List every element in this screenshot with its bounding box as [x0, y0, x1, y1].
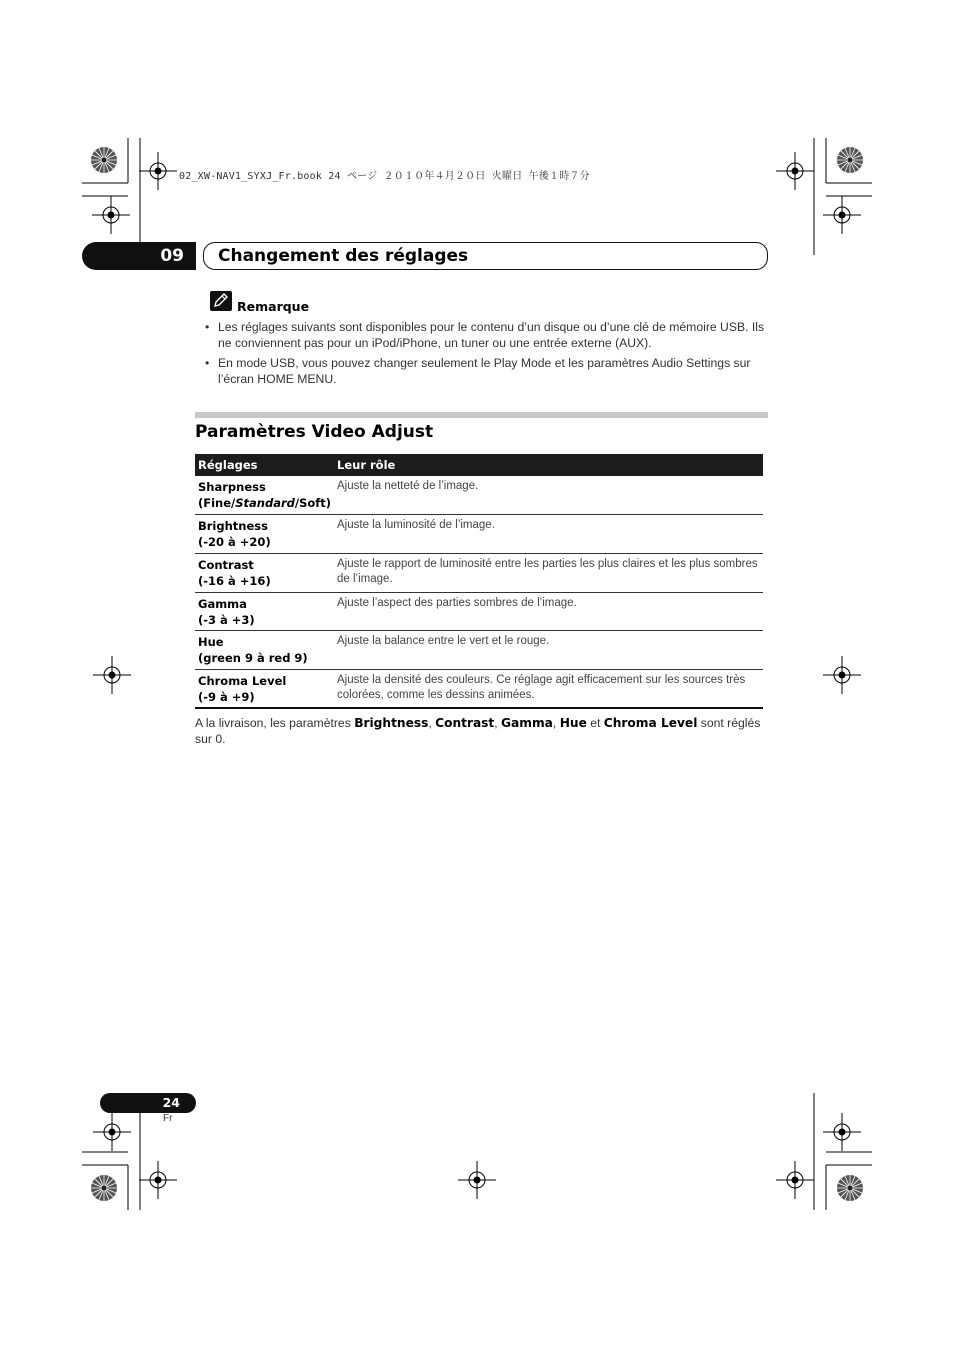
- note-text: ,: [494, 716, 502, 730]
- range-default: Standard: [235, 496, 295, 510]
- setting-range: [198, 495, 331, 511]
- header-settings: Réglages: [195, 454, 334, 476]
- table-header-row: [195, 454, 763, 476]
- list-item: • Les réglages suivants sont disponibles pour le contenu d’un disque ou d’une clé de mémoire USB. Ils ne conviennent pas pour un iPod/iPhone, un tuner ou une entrée externe (AUX).: [205, 319, 768, 351]
- pencil-note-icon: [210, 291, 232, 311]
- table-row: [195, 631, 763, 670]
- page-number: 24: [100, 1093, 196, 1113]
- defaults-note: [195, 715, 765, 747]
- chapter-number: 09: [82, 242, 196, 270]
- section-divider: [195, 412, 768, 418]
- note-bold: Contrast: [435, 716, 495, 730]
- setting-cell: [195, 670, 334, 709]
- note-text: ,: [428, 716, 436, 730]
- note-text: et: [586, 716, 604, 730]
- setting-desc: Ajuste la luminosité de l’image.: [334, 515, 763, 554]
- setting-cell: [195, 554, 334, 593]
- chapter-title: Changement des réglages: [218, 246, 469, 266]
- table-row: [195, 554, 763, 593]
- setting-name: Contrast: [198, 558, 254, 572]
- setting-cell: [195, 593, 334, 631]
- section-title: Paramètres Video Adjust: [195, 422, 434, 442]
- note-bold: Gamma: [501, 716, 553, 730]
- note-title: Remarque: [237, 299, 310, 314]
- setting-cell: [195, 515, 334, 554]
- table-row: [195, 670, 763, 709]
- setting-desc: Ajuste la netteté de l’image.: [334, 476, 763, 515]
- setting-desc: Ajuste l’aspect des parties sombres de l’image.: [334, 593, 763, 631]
- setting-desc: Ajuste le rapport de luminosité entre les parties les plus claires et les plus sombres de l’image.: [334, 554, 763, 593]
- setting-range: (green 9 à red 9): [198, 651, 308, 665]
- table-row: [195, 515, 763, 554]
- list-item: • En mode USB, vous pouvez changer seulement le Play Mode et les paramètres Audio Settings sur l’écran HOME MENU.: [205, 355, 768, 387]
- range-part: /Soft): [294, 496, 332, 510]
- setting-name: Brightness: [198, 519, 268, 533]
- setting-range: (-9 à +9): [198, 690, 255, 704]
- table-row: [195, 476, 763, 515]
- table-row: [195, 593, 763, 631]
- note-list: [205, 319, 768, 391]
- page-language: Fr: [163, 1113, 173, 1124]
- setting-cell: [195, 631, 334, 670]
- setting-range: (-3 à +3): [198, 613, 255, 627]
- setting-name: Chroma Level: [198, 674, 287, 688]
- setting-name: Sharpness: [198, 480, 266, 494]
- settings-table: [195, 454, 763, 709]
- range-part: (Fine/: [198, 496, 236, 510]
- note-text: sont réglés sur 0.: [195, 716, 761, 746]
- note-bold: Hue: [559, 716, 587, 730]
- header-role: Leur rôle: [334, 454, 763, 476]
- setting-range: (-16 à +16): [198, 574, 271, 588]
- note-bold: Brightness: [354, 716, 429, 730]
- note-bold: Chroma Level: [603, 716, 698, 730]
- setting-desc: Ajuste la balance entre le vert et le rouge.: [334, 631, 763, 670]
- note-text: ,: [552, 716, 560, 730]
- setting-name: Hue: [198, 635, 224, 649]
- setting-desc: Ajuste la densité des couleurs. Ce réglage agit efficacement sur les sources très colorées, comme les dessins animées.: [334, 670, 763, 709]
- setting-cell: [195, 476, 334, 515]
- print-header: 02_XW-NAV1_SYXJ_Fr.book 24 ページ ２０１０年４月２０日 火曜日 午後１時７分: [179, 171, 590, 182]
- setting-range: (-20 à +20): [198, 535, 271, 549]
- note-text: A la livraison, les paramètres: [195, 716, 355, 730]
- setting-name: Gamma: [198, 597, 247, 611]
